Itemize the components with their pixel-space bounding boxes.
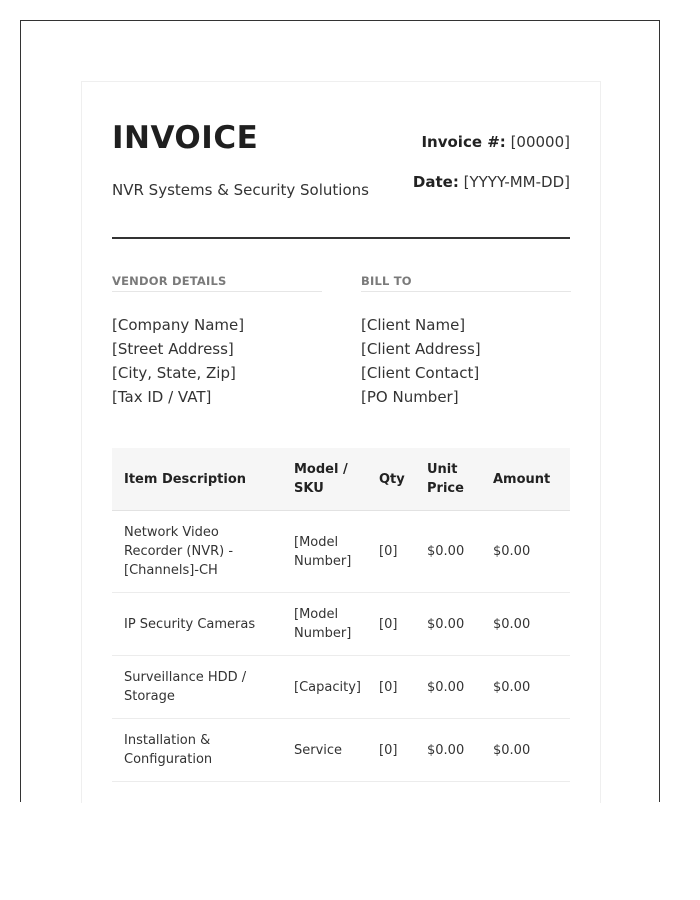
client-contact: [Client Contact]	[361, 364, 480, 382]
header-divider	[112, 237, 570, 239]
column-header-description: Item Description	[112, 448, 282, 511]
item-qty: [0]	[378, 593, 426, 656]
table-header-row	[112, 448, 570, 511]
table-row	[112, 511, 570, 593]
bill-to-lines	[361, 313, 571, 409]
item-qty: [0]	[378, 656, 426, 719]
item-amount: $0.00	[492, 719, 570, 782]
vendor-company-name: [Company Name]	[112, 316, 245, 334]
table-row	[112, 593, 570, 656]
client-name: [Client Name]	[361, 316, 466, 334]
page-frame	[20, 20, 660, 802]
vendor-city-state-zip: [City, State, Zip]	[112, 364, 236, 382]
vendor-street-address: [Street Address]	[112, 340, 234, 358]
invoice-date	[413, 172, 570, 192]
item-model: [Model Number]	[282, 593, 378, 656]
item-model: Service	[282, 719, 378, 782]
item-unit-price: $0.00	[426, 656, 492, 719]
item-model: [Capacity]	[282, 656, 378, 719]
item-amount: $0.00	[492, 593, 570, 656]
item-description: IP Security Cameras	[112, 593, 282, 656]
item-description: Network Video Recorder (NVR) - [Channels]-CH	[112, 511, 282, 593]
column-header-qty: Qty	[378, 448, 426, 511]
invoice-card	[81, 81, 601, 803]
item-unit-price: $0.00	[426, 511, 492, 593]
client-address: [Client Address]	[361, 340, 481, 358]
vendor-tax-id: [Tax ID / VAT]	[112, 388, 212, 406]
item-qty: [0]	[378, 511, 426, 593]
table-row	[112, 656, 570, 719]
item-qty: [0]	[378, 719, 426, 782]
invoice-number-value: [00000]	[510, 133, 570, 151]
item-unit-price: $0.00	[426, 719, 492, 782]
vendor-details-section	[112, 274, 322, 409]
item-amount: $0.00	[492, 511, 570, 593]
company-name: NVR Systems & Security Solutions	[112, 181, 369, 199]
vendor-details-heading: VENDOR DETAILS	[112, 274, 322, 292]
invoice-date-label: Date:	[412, 173, 459, 191]
column-header-amount: Amount	[492, 448, 570, 511]
po-number: [PO Number]	[361, 388, 459, 406]
item-unit-price: $0.00	[426, 593, 492, 656]
invoice-date-value: [YYYY-MM-DD]	[463, 173, 570, 191]
item-model: [Model Number]	[282, 511, 378, 593]
item-amount: $0.00	[492, 656, 570, 719]
bill-to-heading: BILL TO	[361, 274, 571, 292]
vendor-details-lines	[112, 313, 322, 409]
invoice-number-label: Invoice #:	[421, 133, 506, 151]
table-row	[112, 719, 570, 782]
invoice-number	[421, 132, 570, 152]
line-items-table	[112, 448, 570, 782]
column-header-unit-price: Unit Price	[426, 448, 492, 511]
item-description: Surveillance HDD / Storage	[112, 656, 282, 719]
item-description: Installation & Configuration	[112, 719, 282, 782]
column-header-model: Model / SKU	[282, 448, 378, 511]
invoice-title: INVOICE	[112, 120, 259, 156]
bill-to-section	[361, 274, 571, 409]
